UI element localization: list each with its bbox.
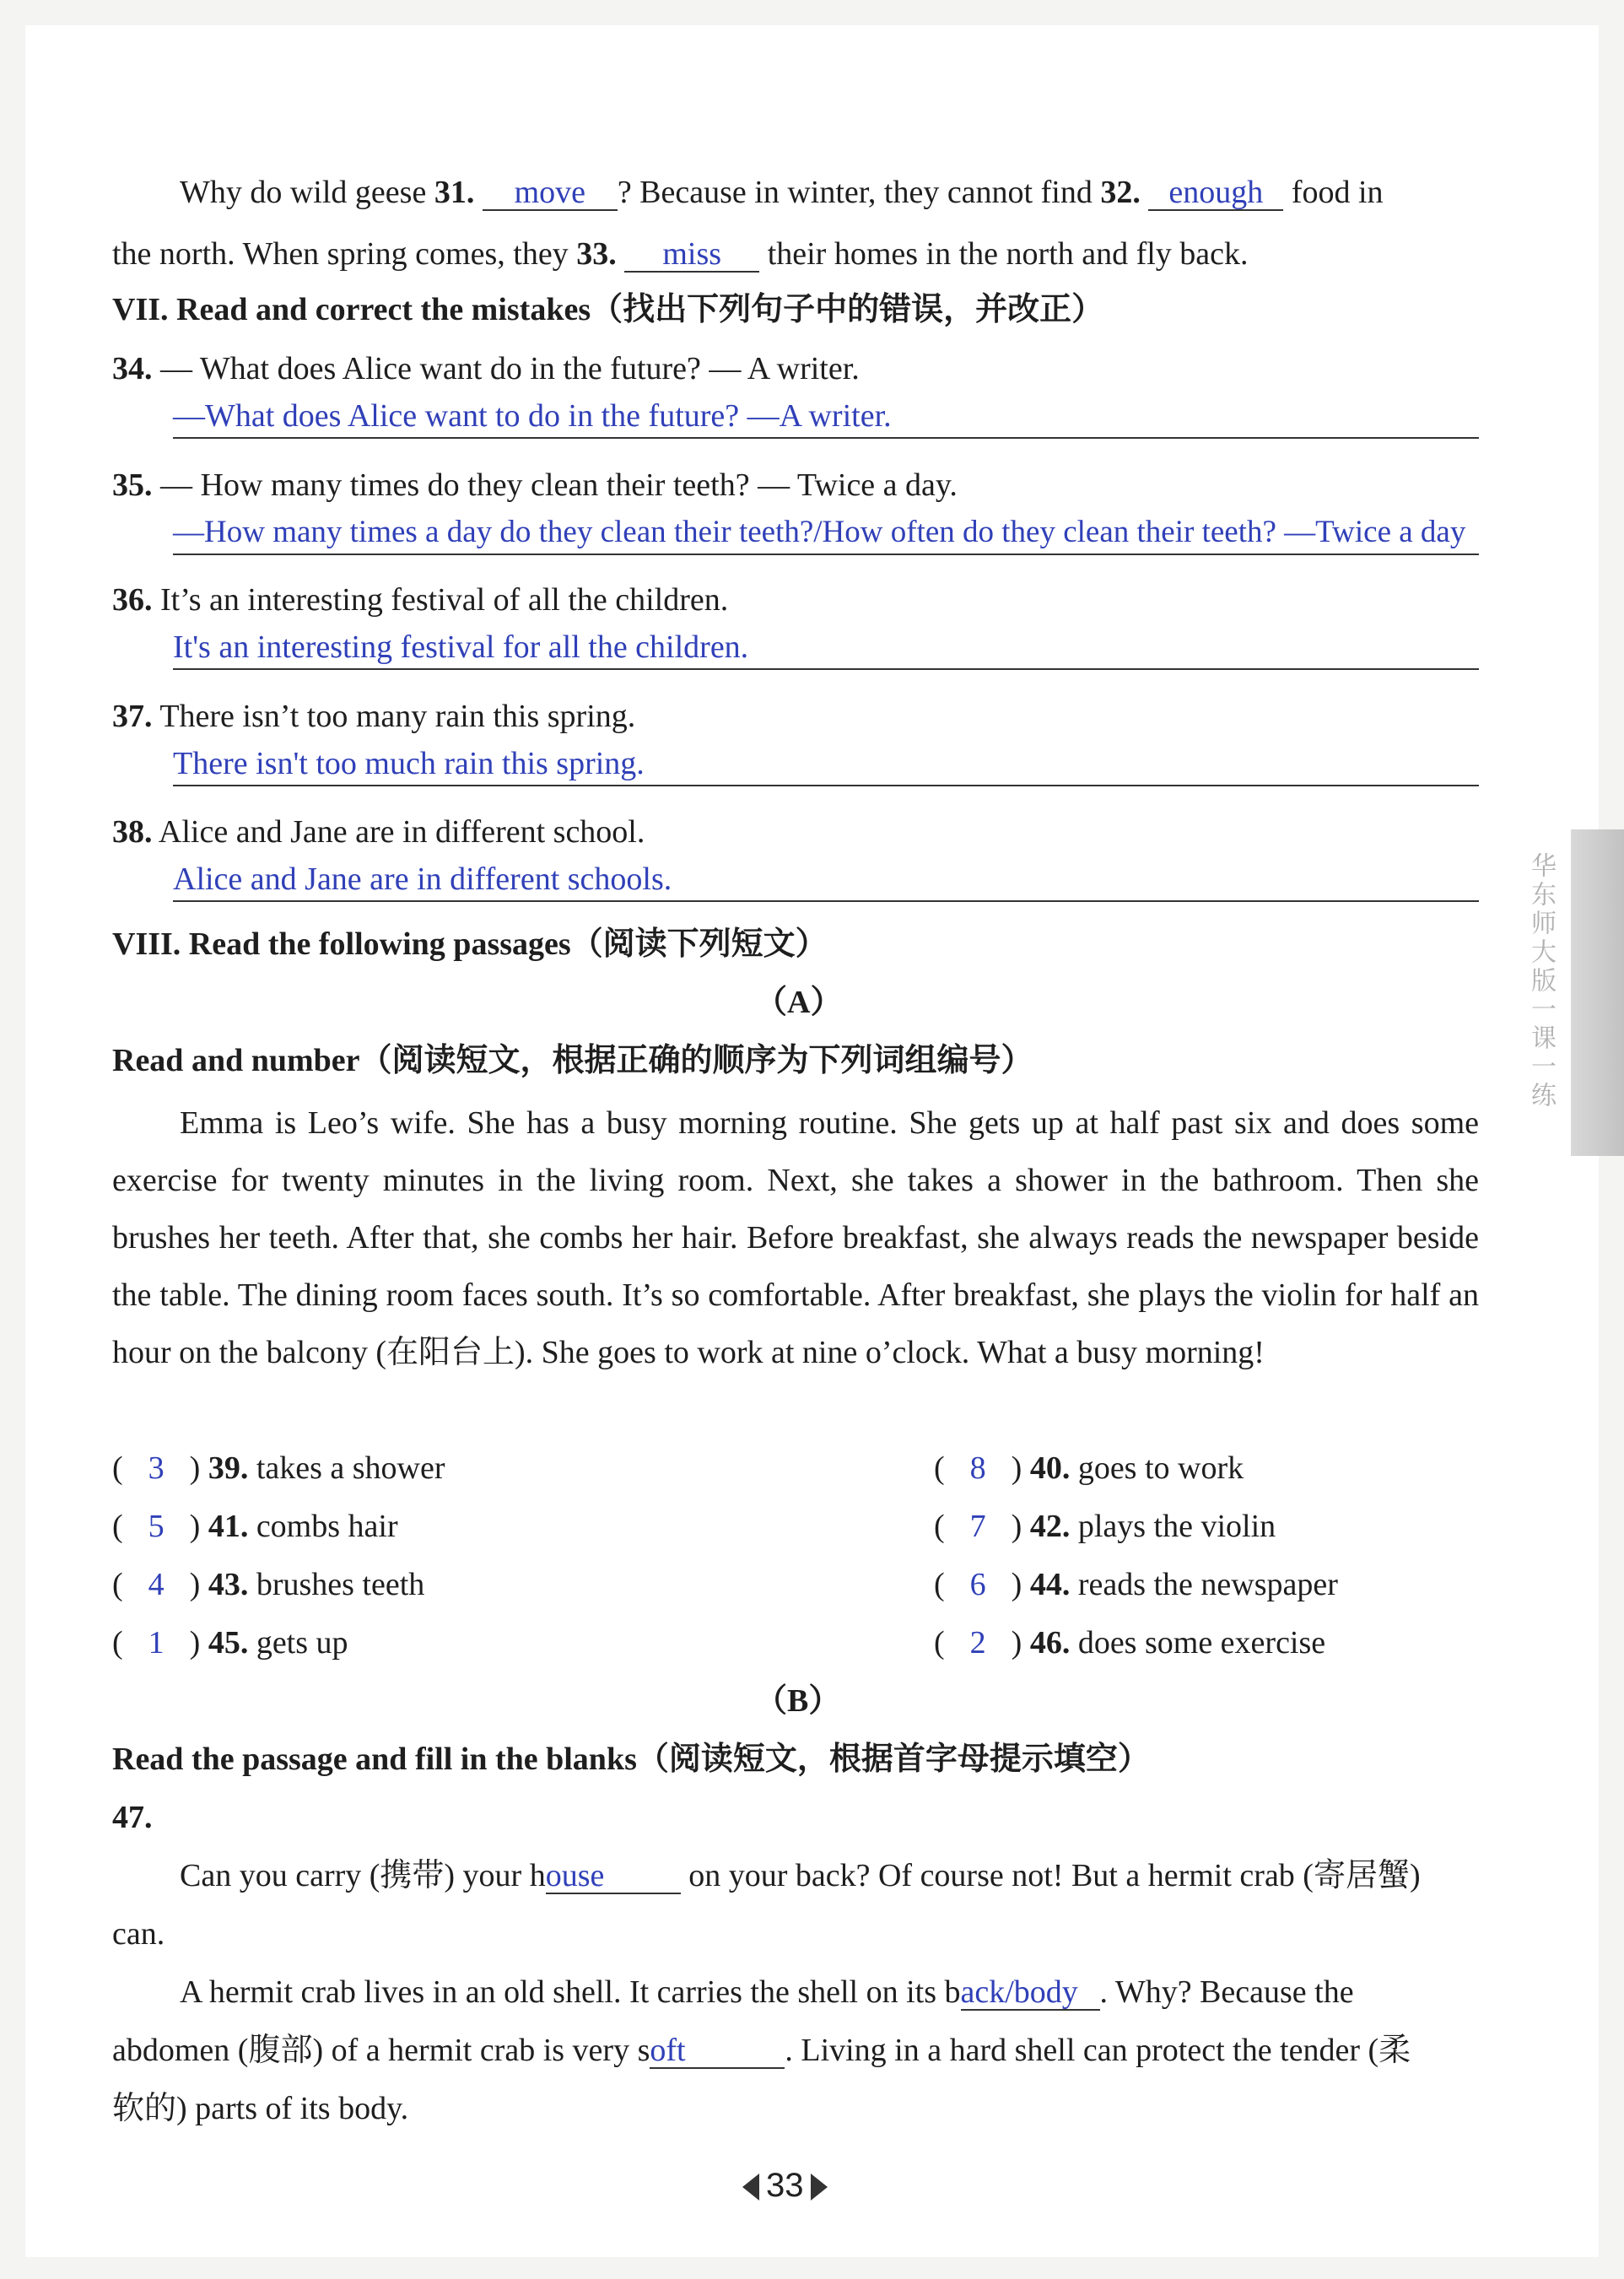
answer-35: —How many times a day do they clean their teeth?/How often do they clean their teeth? —Twice a day <box>173 515 1466 549</box>
page-number-text: 33 <box>766 2167 804 2204</box>
question-47-number: 47. <box>112 1800 153 1835</box>
answer-31: move <box>483 176 618 211</box>
order-item-40: ( 8 ) 40. goes to work <box>934 1450 1244 1486</box>
order-answer: 3 <box>148 1450 165 1486</box>
question-number: 38. <box>112 814 153 850</box>
cloze-text: the north. When spring comes, they <box>112 236 569 272</box>
order-item-44: ( 6 ) 44. reads the newspaper <box>934 1567 1338 1602</box>
question-text: There isn’t too many rain this spring. <box>159 699 636 734</box>
passage-text: Emma is Leo’s wife. She has a busy morning routine. She gets up at half past six and does some exercise for twenty minutes in the living room. Next, she takes a shower in the bathroom. Then she brushes her teeth. After that, she combs her hair. Before breakfast, she always reads the newspaper beside the table. The dining room faces south. It’s so comfortable. After breakfast, she plays the violin for half an hour on the balcony (在阳台上). She goes to work at nine o’clock. What a busy morning! <box>112 1105 1479 1370</box>
passage-b-line-3 <box>180 1973 1354 2012</box>
question-number: 32. <box>1100 175 1141 210</box>
item-38 <box>112 813 645 851</box>
question-number: 33. <box>576 236 617 272</box>
cloze-line-2 <box>112 235 1249 273</box>
answer-36: It's an interesting festival for all the children. <box>173 629 749 665</box>
question-number: 40. <box>1029 1450 1071 1486</box>
order-text: combs hair <box>256 1509 398 1544</box>
cloze-text: ? Because in winter, they cannot find <box>617 175 1093 210</box>
question-number: 37. <box>112 699 153 734</box>
passage-text: . Living in a hard shell can protect the tender (柔 <box>785 2033 1411 2068</box>
cloze-text: food in <box>1291 175 1384 210</box>
order-text: takes a shower <box>256 1450 445 1486</box>
order-text: does some exercise <box>1077 1625 1326 1661</box>
order-text: plays the violin <box>1077 1509 1276 1544</box>
order-answer: 6 <box>969 1567 986 1602</box>
order-answer: 2 <box>969 1625 986 1661</box>
page-number <box>742 2167 828 2205</box>
question-number: 45. <box>208 1625 249 1661</box>
part-a-instruction: Read and number（阅读短文，根据正确的顺序为下列词组编号） <box>112 1043 1033 1078</box>
cloze-line-1 <box>180 173 1384 212</box>
passage-text: A hermit crab lives in an old shell. It carries the shell on its b <box>180 1974 961 2010</box>
passage-text: . Why? Because the <box>1099 1974 1354 2010</box>
answer-line <box>173 785 1479 786</box>
order-text: gets up <box>256 1625 348 1661</box>
order-item-39: ( 3 ) 39. takes a shower <box>112 1450 445 1486</box>
section-7-title: VII. Read and correct the mistakes（找出下列句子中的错误，并改正） <box>112 292 1104 327</box>
edge-tab <box>1571 829 1624 1156</box>
answer-38: Alice and Jane are in different schools. <box>173 861 672 897</box>
passage-text: Can you carry (携带) your h <box>180 1858 546 1893</box>
item-35 <box>112 466 958 505</box>
passage-b-line-4 <box>112 2031 1411 2070</box>
question-number: 46. <box>1029 1625 1071 1661</box>
triangle-right-icon <box>811 2174 828 2201</box>
order-item-45: ( 1 ) 45. gets up <box>112 1625 348 1661</box>
question-number: 36. <box>112 582 153 618</box>
order-text: reads the newspaper <box>1077 1567 1338 1602</box>
item-37 <box>112 697 635 736</box>
order-item-41: ( 5 ) 41. combs hair <box>112 1509 398 1544</box>
answer-34: —What does Alice want to do in the future? —A writer. <box>173 398 892 434</box>
question-number: 35. <box>112 467 153 503</box>
order-item-42: ( 7 ) 42. plays the violin <box>934 1509 1276 1544</box>
triangle-left-icon <box>742 2174 759 2201</box>
question-number: 42. <box>1029 1509 1071 1544</box>
passage-b-line-2: can. <box>112 1916 165 1952</box>
order-answer: 5 <box>148 1509 165 1544</box>
cloze-text: their homes in the north and fly back. <box>767 236 1249 272</box>
sidebar-title: 华东师大版一课一练 <box>1526 852 1556 1110</box>
question-text: Alice and Jane are in different school. <box>158 814 645 850</box>
answer-37: There isn't too much rain this spring. <box>173 746 645 781</box>
order-text: brushes teeth <box>256 1567 425 1602</box>
passage-b-line-5: 软的) parts of its body. <box>112 2091 409 2126</box>
item-34 <box>112 349 860 388</box>
order-answer: 8 <box>969 1450 986 1486</box>
blank-answer: oft <box>650 2033 785 2069</box>
question-text: — How many times do they clean their teeth? — Twice a day. <box>160 467 958 503</box>
question-number: 43. <box>208 1567 249 1602</box>
passage-a <box>112 1094 1479 1381</box>
passage-b-line-1 <box>180 1856 1421 1895</box>
question-number: 34. <box>112 351 153 386</box>
answer-33: miss <box>624 237 759 273</box>
order-text: goes to work <box>1077 1450 1244 1486</box>
passage-text: on your back? Of course not! But a hermit crab (寄居蟹) <box>688 1858 1421 1893</box>
order-answer: 4 <box>148 1567 165 1602</box>
answer-line <box>173 437 1479 439</box>
answer-line <box>173 668 1479 670</box>
part-b-instruction: Read the passage and fill in the blanks（阅读短文，根据首字母提示填空） <box>112 1742 1150 1777</box>
question-text: — What does Alice want do in the future? — A writer. <box>160 351 860 386</box>
question-text: It’s an interesting festival of all the children. <box>160 582 729 618</box>
order-answer: 7 <box>969 1509 986 1544</box>
blank-answer: ack/body <box>961 1975 1100 2011</box>
question-number: 31. <box>434 175 475 210</box>
answer-32: enough <box>1148 176 1283 211</box>
passage-text: abdomen (腹部) of a hermit crab is very s <box>112 2033 650 2068</box>
order-answer: 1 <box>148 1625 165 1661</box>
cloze-text: Why do wild geese <box>180 175 427 210</box>
part-a-label: （A） <box>755 985 843 1020</box>
answer-line <box>173 900 1479 902</box>
part-b-label: （B） <box>755 1683 841 1719</box>
question-number: 44. <box>1029 1567 1071 1602</box>
item-36 <box>112 581 728 619</box>
question-number: 39. <box>208 1450 249 1486</box>
answer-line <box>173 554 1479 555</box>
blank-answer: ouse <box>546 1859 681 1894</box>
order-item-43: ( 4 ) 43. brushes teeth <box>112 1567 425 1602</box>
section-8-title: VIII. Read the following passages（阅读下列短文） <box>112 926 828 962</box>
order-item-46: ( 2 ) 46. does some exercise <box>934 1625 1326 1661</box>
question-number: 41. <box>208 1509 249 1544</box>
